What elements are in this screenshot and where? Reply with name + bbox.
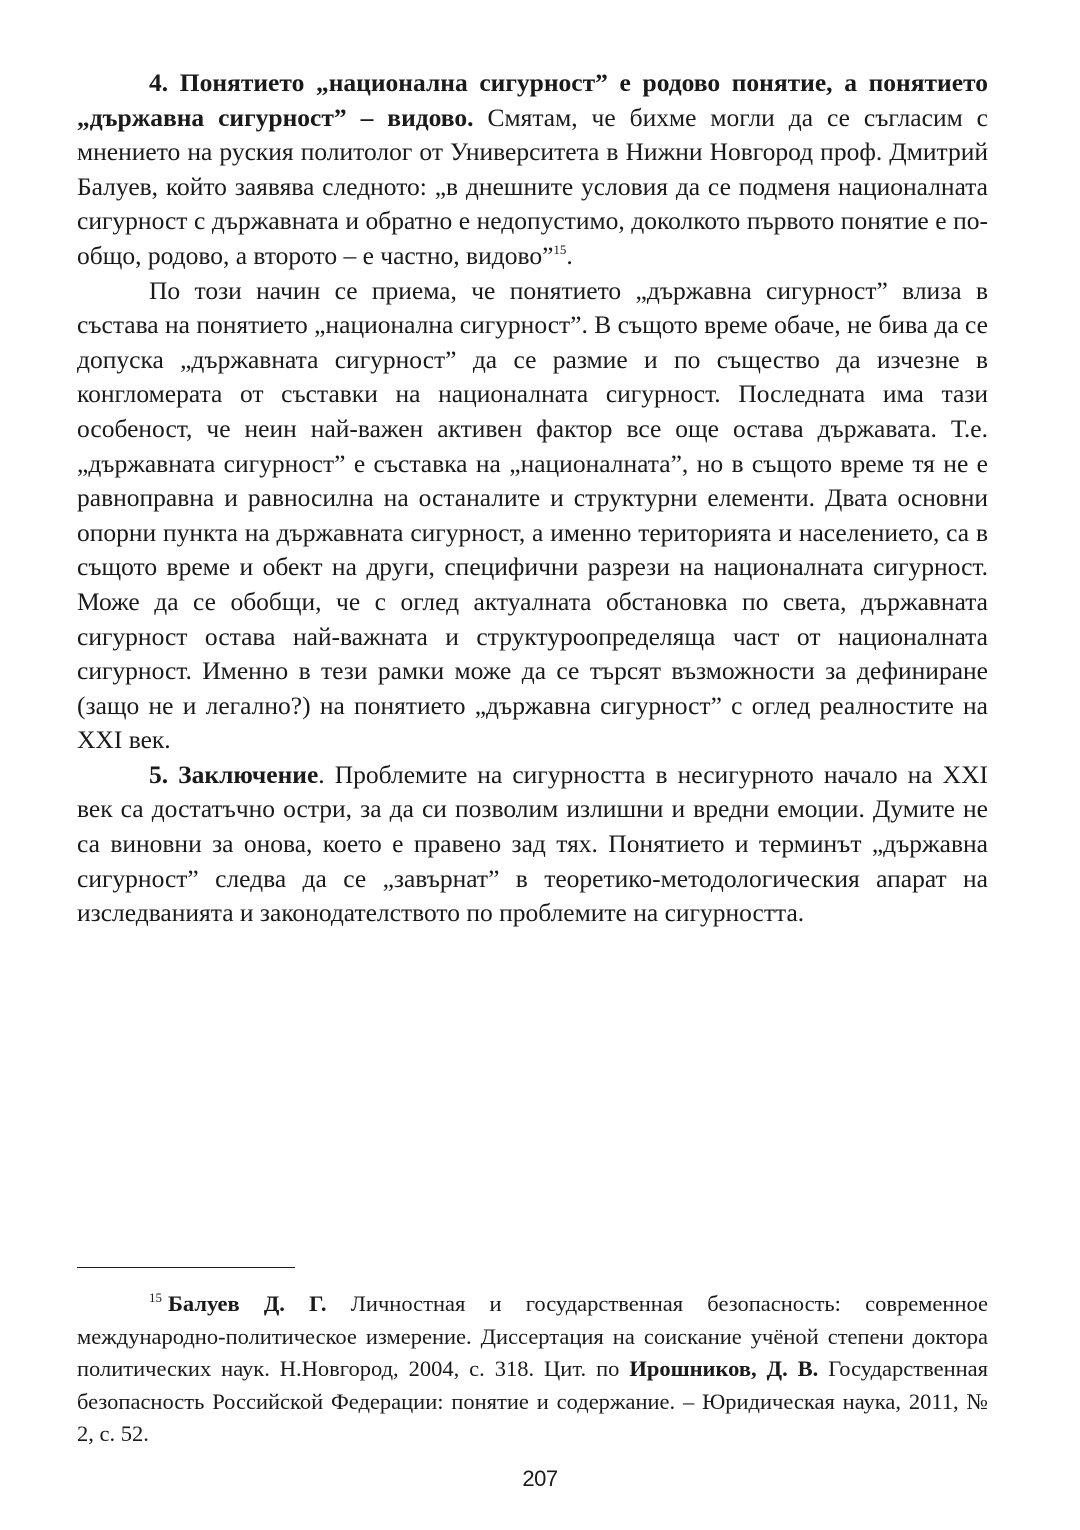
footnote-15 (77, 1288, 988, 1451)
footnote-text-2: Государственная безопасность Российской Федерации: понятие и содержание. – Юридическая наука, 2011, № 2, с. 52. (77, 1356, 988, 1446)
footnote-author-1: Балуев Д. Г. (168, 1291, 327, 1316)
paragraph-conclusion (77, 758, 988, 931)
conclusion-text: . Проблемите на сигурността в несигурното начало на XXI век са достатъчно остри, за да си позволим излишни и вредни емоции. Думите не са виновни за онова, което е правено зад тях. Понятието и терминът „държавна сигурност” следва да се „завърнат” в теоретико-методологическия апарат на изследванията и законодателството по проблемите на сигурността. (77, 759, 988, 928)
footnote-separator (77, 1267, 295, 1268)
paragraph-section-4 (77, 66, 988, 274)
footnote-number: 15 (149, 1290, 162, 1305)
main-text (77, 66, 988, 931)
footnote-author-2: Ирошников, Д. В. (629, 1356, 819, 1381)
conclusion-heading: 5. Заключение (149, 759, 319, 789)
section-4-heading: 4. Понятието „национална сигурност” е родово понятие, а понятието „държавна сигурност” – видово. (77, 68, 988, 132)
footnote-reference-15[interactable]: 15 (553, 241, 567, 257)
paragraph-2-text: По този начин се приема, че понятието „държавна сигурност” влиза в състава на понятието „национална сигурност”. В същото време обаче, не бива да се допуска „държавната сигурност” да се размие и по същество да изчезне в конгломерата от съставки на националната сигурност. Последната има тази особеност, че неин най-важен активен фактор все още остава държавата. Т.е. „държавната сигурност” е съставка на „националната”, но в същото време тя не е равноправна и равносилна на останалите и структурни елементи. Двата основни опорни пункта на държавната сигурност, а именно територията и населението, са в същото време и обект на други, специфични разрези на националната сигурност. Може да се обобщи, че с оглед актуалната обстановка по света, държавната сигурност остава най-важната и структуроопределяща част от националната сигурност. Именно в тези рамки може да се търсят възможности за дефиниране (защо не и легално?) на понятието „държавна сигурност” с оглед реалностите на XXI век. (77, 275, 988, 755)
section-4-text: Смятам, че бихме могли да се съгласим с мнението на руския политолог от Университета в Нижни Новгород проф. Дмитрий Балуев, който заявява следното: „в днешните условия да се подменя националната сигурност с държавната и обратно е недопустимо, доколкото първото понятие е по-общо, родово, а второто – е частно, видово” (77, 102, 988, 270)
section-4-tail: . (566, 240, 573, 270)
footnote-text-1: Личностная и государственная безопасность: современное международно-политическое измерение. Диссертация на соискание учёной степени доктора политических наук. Н.Новгород, 2004, с. 318. Цит. по (77, 1291, 988, 1381)
page-number: 207 (522, 1466, 558, 1491)
paragraph-state-security (77, 274, 988, 758)
